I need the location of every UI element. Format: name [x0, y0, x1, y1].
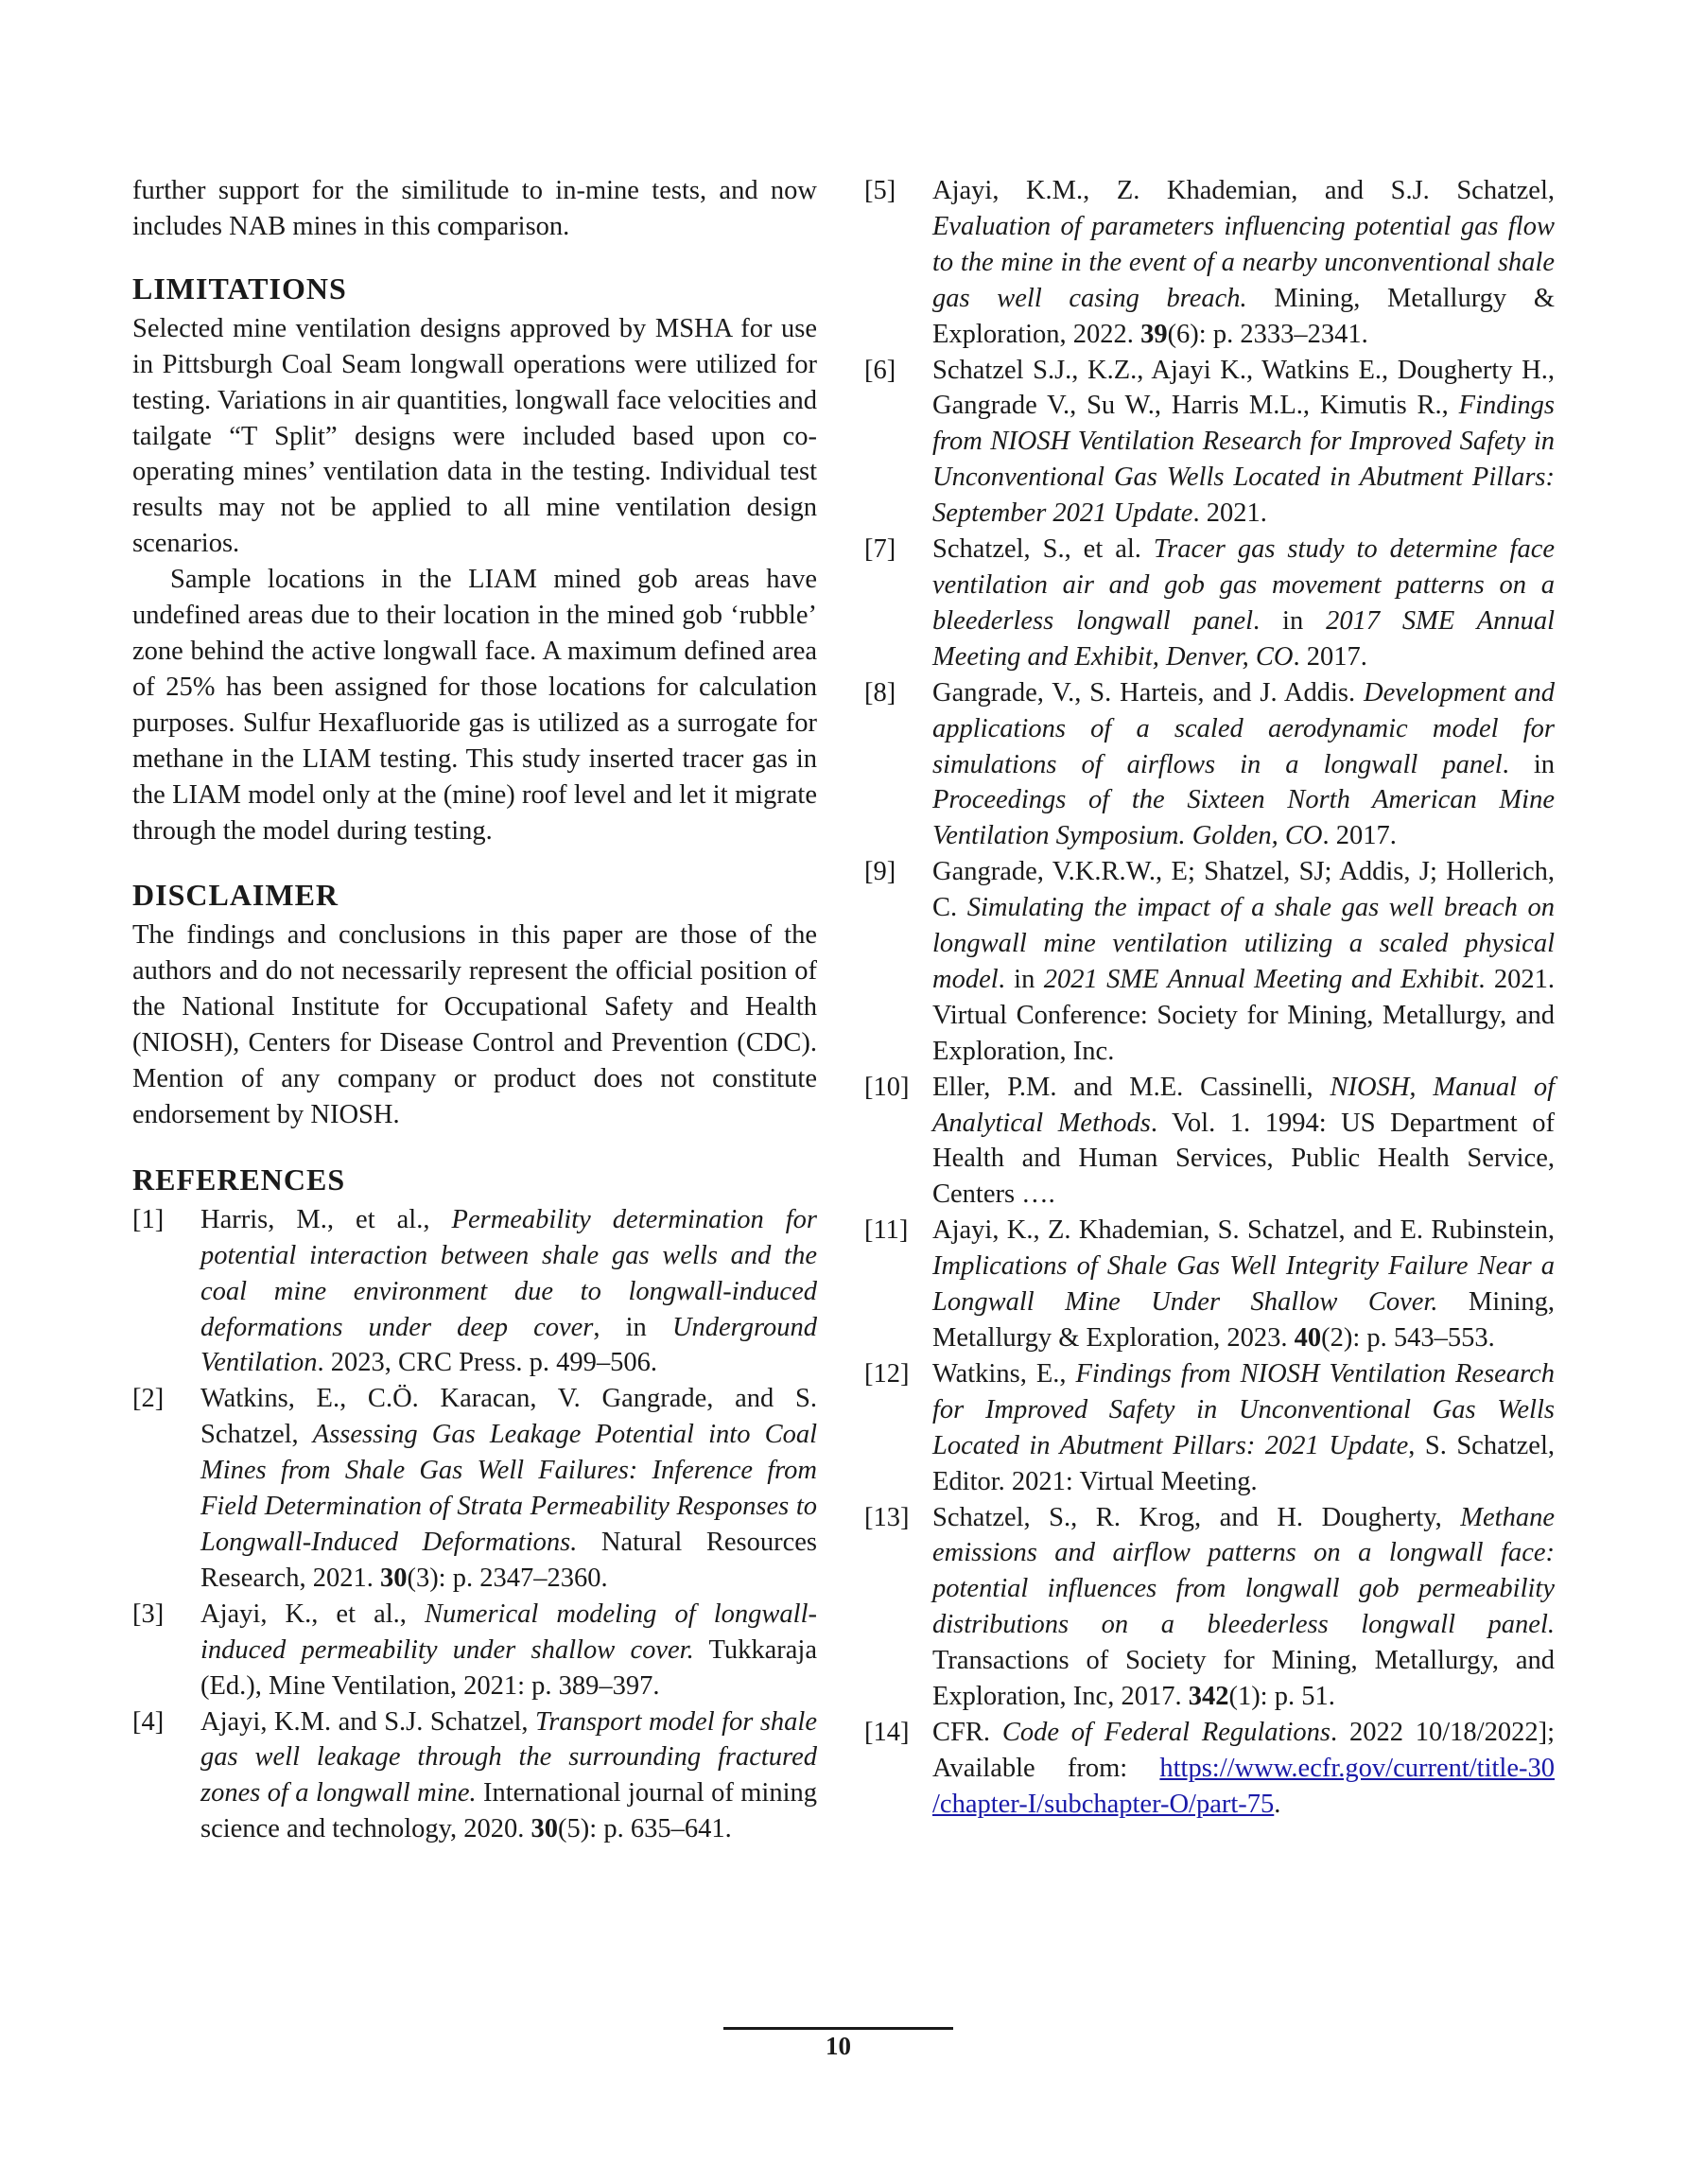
references-heading: REFERENCES [132, 1162, 346, 1197]
reference-number: [7] [864, 534, 896, 565]
reference-13 [864, 1500, 1555, 1715]
reference-number: [5] [864, 176, 896, 205]
reference-8 [864, 675, 1555, 855]
left-column [132, 173, 817, 1847]
reference-text: Watkins, E., C.Ö. Karacan, V. Gangrade, and S. Schatzel, Assessing Gas Leakage Potential into Coal Mines from Shale Gas Well Failures: Inference from Field Determination of Strata Permeability Responses to Longwall-Induced Deformations. Natural Resources Research, 2021. 30(3): p. 2347–2360. [200, 1384, 817, 1593]
reference-number: [10] [864, 1072, 910, 1102]
reference-text: Gangrade, V.K.R.W., E; Shatzel, SJ; Addis, J; Hollerich, C. Simulating the impact of a shale gas well breach on longwall mine ventilation utilizing a scaled physical model. in 2021 SME Annual Meeting and Exhibit. 2021. Virtual Conference: Society for Mining, Metallurgy, and Exploration, Inc. [932, 857, 1556, 1066]
reference-3 [132, 1597, 817, 1704]
reference-text: Ajayi, K., Z. Khademian, S. Schatzel, and E. Rubinstein, Implications of Shale Gas Well Integrity Failure Near a Longwall Mine Under Shallow Cover. Mining, Metallurgy & Exploration, 2023. 40(2): p. 543–553. [932, 1215, 1555, 1353]
reference-4 [132, 1704, 817, 1848]
reference-number: [9] [864, 857, 896, 887]
reference-2 [132, 1381, 817, 1596]
reference-text: Ajayi, K.M., Z. Khademian, and S.J. Schatzel, Evaluation of parameters influencing potential gas flow to the mine in the event of a nearby unconventional shale gas well casing breach. Mining, Metallurgy & Exploration, 2022. 39(6): p. 2333–2341. [932, 176, 1556, 349]
reference-number: [12] [864, 1358, 910, 1389]
reference-6 [864, 353, 1555, 533]
reference-number: [13] [864, 1502, 910, 1532]
reference-text: Harris, M., et al., Permeability determination for potential interaction between shale gas wells and the coal mine environment due to longwall-induced deformations under deep cover, in Underground Ventilation. 2023, CRC Press. p. 499–506. [200, 1204, 818, 1378]
reference-5 [864, 173, 1555, 353]
intro-paragraph: further support for the similitude to in-mine tests, and now includes NAB mines in this comparison. [132, 176, 817, 241]
reference-text: Watkins, E., Findings from NIOSH Ventilation Research for Improved Safety in Unconventional Gas Wells Located in Abutment Pillars: 2021 Update, S. Schatzel, Editor. 2021: Virtual Meeting. [932, 1358, 1555, 1496]
reference-text: Schatzel S.J., K.Z., Ajayi K., Watkins E., Dougherty H., Gangrade V., Su W., Harris M.L., Kimutis R., Findings from NIOSH Ventilation Research for Improved Safety in Unconventional Gas Wells Located in Abutment Pillars: September 2021 Update. 2021. [932, 355, 1555, 529]
reference-text: Ajayi, K., et al., Numerical modeling of longwall-induced permeability under shallow cover. Tukkaraja (Ed.), Mine Ventilation, 2021: p. 389–397. [200, 1599, 817, 1701]
reference-9 [864, 854, 1555, 1069]
reference-number: [3] [132, 1599, 165, 1629]
limitations-paragraph-2: Sample locations in the LIAM mined gob areas have undefined areas due to their location in the mined gob ‘rubble’ zone behind the active longwall face. A maximum defined area of 25% has been assigned for those locations for calculation purposes. Sulfur Hexafluoride gas is utilized as a surrogate for methane in the LIAM testing. This study inserted tracer gas in the LIAM model only at the (mine) roof level and let it migrate through the model during testing. [132, 565, 817, 846]
reference-11 [864, 1213, 1555, 1356]
disclaimer-paragraph: The findings and conclusions in this paper are those of the authors and do not necessarily represent the official position of the National Institute for Occupational Safety and Health (NIOSH), Centers for Disease Control and Prevention (CDC). Mention of any company or product does not constitute endorsement by NIOSH. [132, 920, 817, 1129]
reference-text: CFR. Code of Federal Regulations. 2022 10/18/2022]; Available from: https://www.ecfr.gov/current/title-30 /chapter-I/subchapter-O/part-75. [932, 1717, 1556, 1819]
reference-10 [864, 1070, 1555, 1214]
footer-rule [723, 2027, 953, 2030]
reference-text: Schatzel, S., R. Krog, and H. Dougherty, Methane emissions and airflow patterns on a longwall face: potential influences from longwall gob permeability distributions on a bleederless longwall panel. Transactions of Society for Mining, Metallurgy, and Exploration, Inc, 2017. 342(1): p. 51. [932, 1502, 1555, 1712]
reference-7 [864, 532, 1555, 675]
reference-1 [132, 1202, 817, 1382]
reference-number: [6] [864, 355, 896, 385]
reference-number: [2] [132, 1384, 165, 1414]
limitations-paragraph-1: Selected mine ventilation designs approved by MSHA for use in Pittsburgh Coal Seam longwall operations were utilized for testing. Variations in air quantities, longwall face velocities and tailgate “T Split” designs were included based upon co-operating mines’ ventilation data in the testing. Individual test results may not be applied to all mine ventilation design scenarios. [132, 313, 817, 559]
reference-number: [14] [864, 1717, 910, 1747]
reference-text: Ajayi, K.M. and S.J. Schatzel, Transport model for shale gas well leakage through the surrounding fractured zones of a longwall mine. International journal of mining science and technology, 2020. 30(5): p. 635–641. [200, 1706, 817, 1844]
reference-text: Eller, P.M. and M.E. Cassinelli, NIOSH, Manual of Analytical Methods. Vol. 1. 1994: US Department of Health and Human Services, Public Health Service, Centers …. [932, 1072, 1556, 1210]
page-number: 10 [826, 2032, 851, 2060]
right-column [864, 173, 1555, 1823]
reference-text: Schatzel, S., et al. Tracer gas study to determine face ventilation air and gob gas movement patterns on a bleederless longwall panel. in 2017 SME Annual Meeting and Exhibit, Denver, CO. 2017. [932, 534, 1556, 672]
limitations-heading: LIMITATIONS [132, 271, 347, 306]
ecfr-link[interactable]: https://www.ecfr.gov/current/title-30 /chapter-I/subchapter-O/part-75 [932, 1753, 1555, 1819]
reference-12 [864, 1356, 1555, 1500]
reference-number: [11] [864, 1215, 909, 1246]
reference-14 [864, 1715, 1555, 1823]
reference-number: [8] [864, 677, 896, 708]
reference-number: [1] [132, 1204, 165, 1234]
reference-number: [4] [132, 1706, 165, 1737]
disclaimer-heading: DISCLAIMER [132, 878, 339, 913]
reference-text: Gangrade, V., S. Harteis, and J. Addis. Development and applications of a scaled aerodynamic model for simulations of airflows in a longwall panel. in Proceedings of the Sixteen North American Mine Ventilation Symposium. Golden, CO. 2017. [932, 677, 1555, 851]
